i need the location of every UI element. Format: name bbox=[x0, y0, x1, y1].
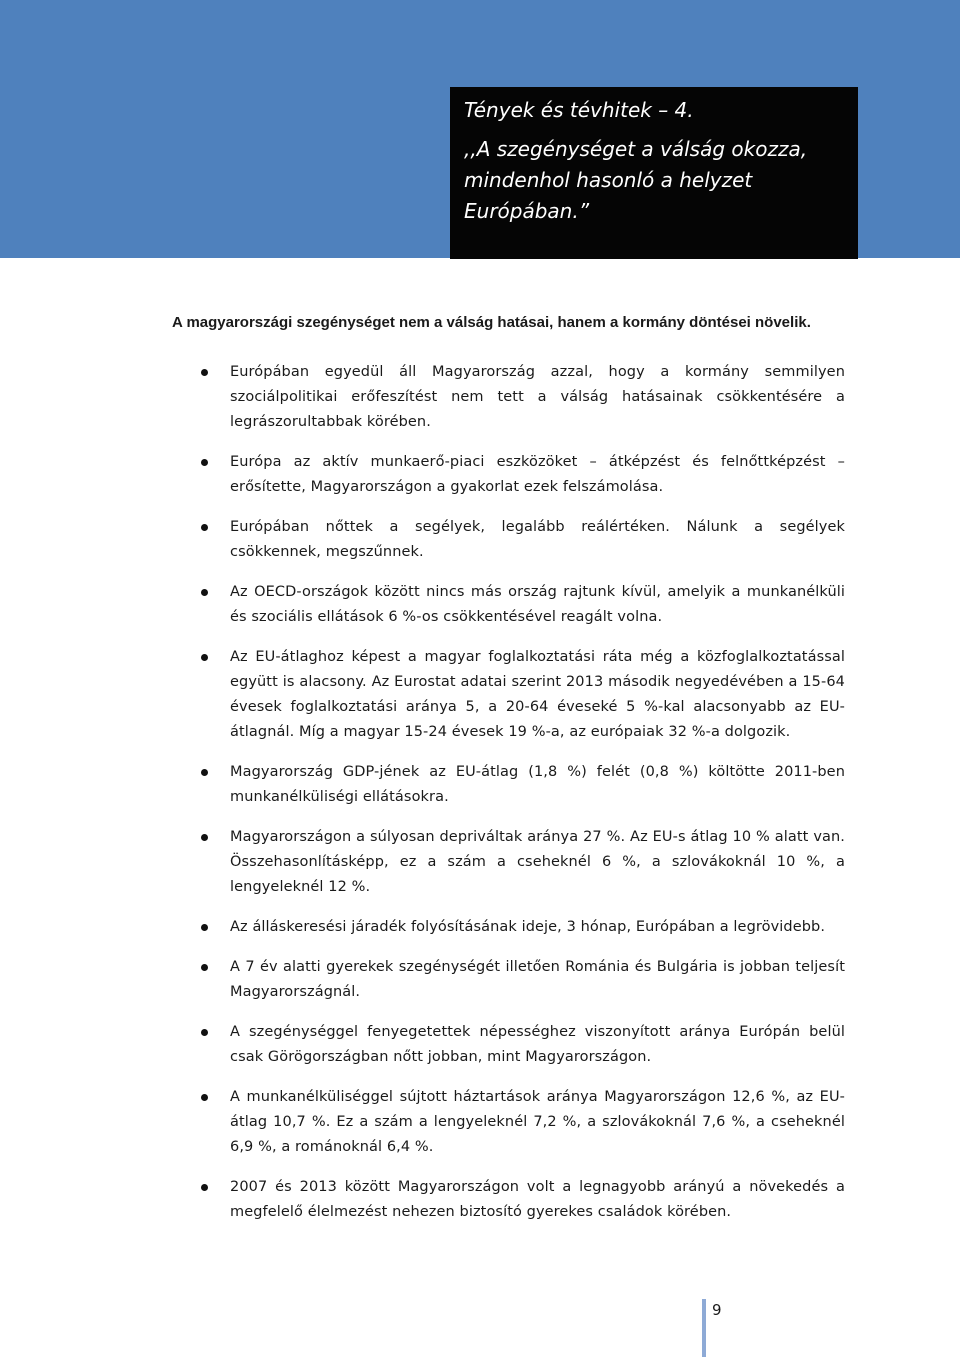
bullet-text: Európában egyedül áll Magyarország azzal, hogy a kormány semmilyen szociálpolitikai erőfeszítést nem tett a válság hatásainak csökkentésére a legrászorultabbak körében. bbox=[230, 364, 845, 430]
bullet-item bbox=[230, 760, 845, 810]
bullet-text: Európa az aktív munkaerő-piaci eszközöket – átképzést és felnőttképzést – erősítette, Magyarországon a gyakorlat ezek felszámolása. bbox=[230, 454, 845, 495]
bullet-text: 2007 és 2013 között Magyarországon volt a legnagyobb arányú a növekedés a megfelelő élelmezést nehezen biztosító gyerekes családok körében. bbox=[230, 1179, 845, 1220]
quote-line: Európában.” bbox=[464, 199, 590, 223]
bullet-icon bbox=[201, 1094, 208, 1101]
quote-line: ,,A szegénységet a válság okozza, bbox=[464, 137, 808, 161]
bullet-icon bbox=[201, 589, 208, 596]
bullet-item bbox=[230, 825, 845, 900]
bullet-item bbox=[230, 955, 845, 1005]
bullet-text: A munkanélküliséggel sújtott háztartások aránya Magyarországon 12,6 %, az EU-átlag 10,7 %. Ez a szám a lengyeleknél 7,2 %, a szlovákoknál 7,6 %, a cseheknél 6,9 %, a románoknál 6,4 %. bbox=[230, 1089, 845, 1155]
bullet-text: Az EU-átlaghoz képest a magyar foglalkoztatási ráta még a közfoglalkoztatással együtt is alacsony. Az Eurostat adatai szerint 2013 második negyedévében a 15-64 évesek foglalkoztatási aránya 5, a 20-64 éveseké 5 %-kal alacsonyabb az EU-átlagnál. Míg a magyar 15-24 évesek 19 %-a, az európaiak 32 %-a dolgozik. bbox=[230, 649, 845, 740]
bullet-text: Az álláskeresési járadék folyósításának ideje, 3 hónap, Európában a legrövidebb. bbox=[230, 919, 826, 935]
bullet-icon bbox=[201, 924, 208, 931]
bullet-item bbox=[230, 515, 845, 565]
bullet-icon bbox=[201, 459, 208, 466]
bullet-item bbox=[230, 645, 845, 745]
page-number-rule bbox=[702, 1299, 706, 1357]
bullet-item bbox=[230, 1175, 845, 1225]
series-title: Tények és tévhitek – 4. bbox=[464, 98, 694, 122]
bullet-icon bbox=[201, 769, 208, 776]
bullet-item bbox=[230, 1085, 845, 1160]
bullet-item bbox=[230, 580, 845, 630]
bullet-icon bbox=[201, 1184, 208, 1191]
bullet-text: Az OECD-országok között nincs más ország rajtunk kívül, amelyik a munkanélküli és szociális ellátások 6 %-os csökkentésével reagált volna. bbox=[230, 584, 845, 625]
lead-statement: A magyarországi szegénységet nem a válság hatásai, hanem a kormány döntései növelik. bbox=[172, 314, 811, 331]
page-number: 9 bbox=[712, 1301, 722, 1319]
bullet-list bbox=[0, 360, 960, 1240]
bullet-item bbox=[230, 915, 845, 940]
bullet-item bbox=[230, 1020, 845, 1070]
bullet-icon bbox=[201, 834, 208, 841]
bullet-text: Európában nőttek a segélyek, legalább reálértéken. Nálunk a segélyek csökkennek, megszűnnek. bbox=[230, 519, 845, 560]
bullet-text: A szegénységgel fenyegetettek népességhez viszonyított aránya Európán belül csak Görögországban nőtt jobban, mint Magyarországon. bbox=[230, 1024, 845, 1065]
bullet-icon bbox=[201, 524, 208, 531]
bullet-icon bbox=[201, 369, 208, 376]
title-box bbox=[450, 87, 858, 259]
bullet-icon bbox=[201, 654, 208, 661]
bullet-icon bbox=[201, 964, 208, 971]
bullet-item bbox=[230, 450, 845, 500]
bullet-text: Magyarország GDP-jének az EU-átlag (1,8 %) felét (0,8 %) költötte 2011-ben munkanélküliségi ellátásokra. bbox=[230, 764, 845, 805]
bullet-text: Magyarországon a súlyosan depriváltak aránya 27 %. Az EU-s átlag 10 % alatt van. Összehasonlításképp, ez a szám a cseheknél 6 %, a szlovákoknál 10 %, a lengyeleknél 12 %. bbox=[230, 829, 845, 895]
bullet-icon bbox=[201, 1029, 208, 1036]
bullet-item bbox=[230, 360, 845, 435]
quote-line: mindenhol hasonló a helyzet bbox=[464, 168, 753, 192]
bullet-text: A 7 év alatti gyerekek szegénységét illetően Románia és Bulgária is jobban teljesít Magyarországnál. bbox=[230, 959, 845, 1000]
